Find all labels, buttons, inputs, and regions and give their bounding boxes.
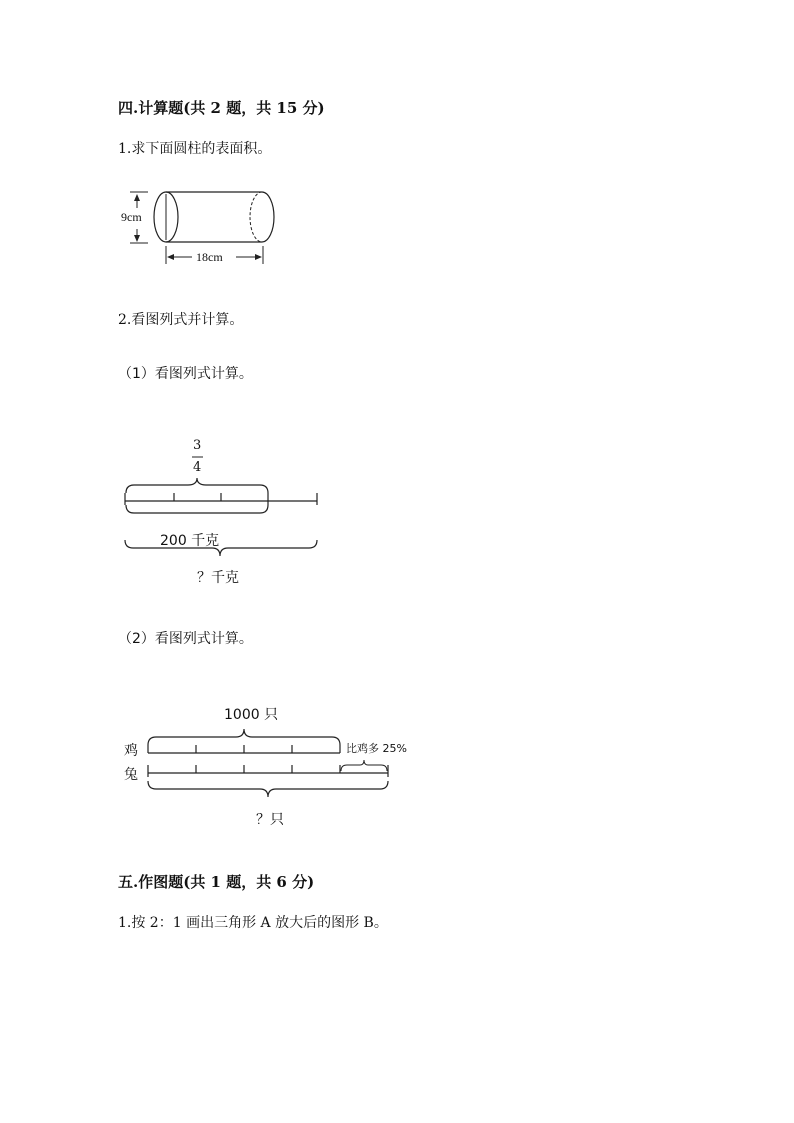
bottom-brace-2	[148, 781, 388, 797]
unknown-count-label: ？只	[256, 812, 284, 828]
question-2-text: 2.看图列式并计算。	[118, 312, 244, 328]
question-1-text: 1.求下面圆柱的表面积。	[118, 141, 272, 157]
fraction-numerator: 3	[193, 438, 202, 453]
sub-question-1-text: （1）看图列式计算。	[118, 366, 253, 382]
more-than-chicken-label: 比鸡多 25%	[346, 742, 407, 755]
rabbit-row-label: 兔	[124, 767, 138, 783]
unknown-weight-label: ？千克	[197, 570, 239, 586]
cylinder-height-label: 9cm	[121, 210, 142, 224]
fraction-denominator: 4	[193, 460, 202, 475]
drawing-question-text: 1.按 2：1 画出三角形 A 放大后的图形 B。	[118, 915, 388, 931]
section-5-title: 五.作图题(共 1 题，共 6 分)	[118, 873, 315, 891]
known-weight-label: 200 千克	[160, 533, 220, 549]
chicken-row-label: 鸡	[124, 743, 138, 759]
extra-brace	[341, 760, 387, 771]
sub-question-2-text: （2）看图列式计算。	[118, 631, 253, 647]
top-brace-2	[148, 729, 340, 745]
cylinder-length-label: 18cm	[196, 250, 223, 264]
total-chicken-label: 1000 只	[224, 707, 279, 723]
section-4-title: 四.计算题(共 2 题，共 15 分)	[118, 99, 325, 117]
